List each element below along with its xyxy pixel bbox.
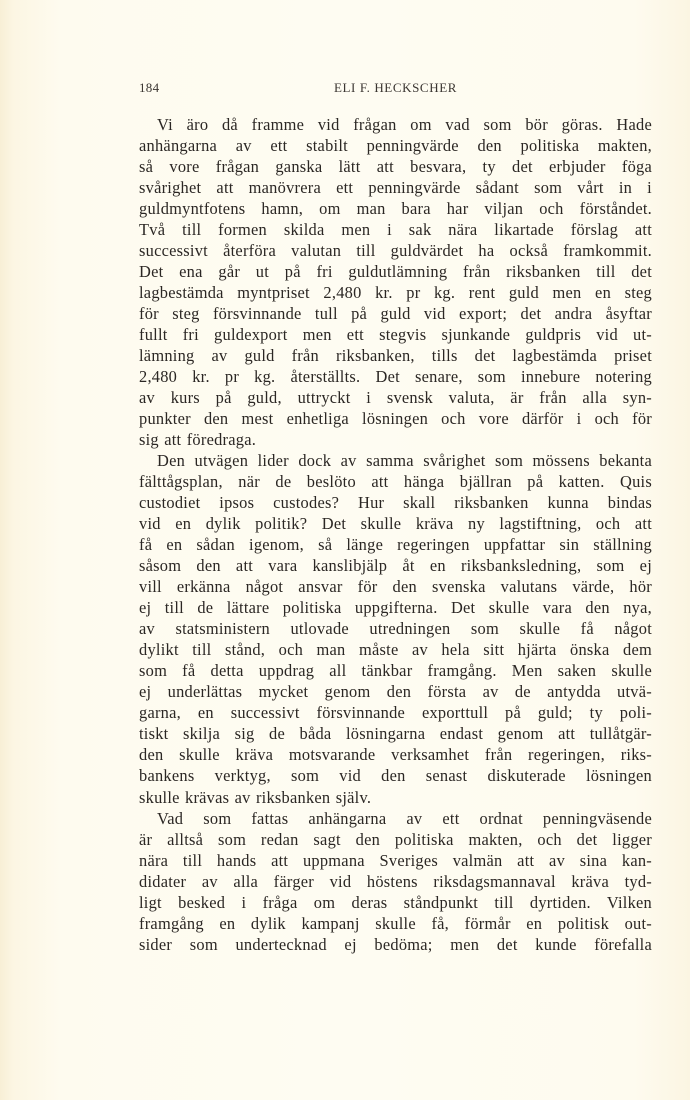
text-line: successivt återföra valutan till guldvärdet ha också framkommit. (139, 241, 652, 261)
text-line: ligt besked i fråga om deras ståndpunkt till dyrtiden. Vilken (139, 892, 652, 912)
text-line: ej till de lättare politiska uppgifterna. Det skulle vara den nya, (139, 598, 652, 618)
text-line: få en sådan igenom, så länge regeringen uppfattar sin ställning (139, 535, 652, 555)
text-line: såsom den att vara kanslibjälp åt en riksbanksledning, som ej (139, 556, 652, 576)
text-line: är alltså som redan sagt den politiska makten, och det ligger (139, 829, 652, 849)
text-line: garna, en successivt försvinnande exporttull på guld; ty poli- (139, 703, 652, 723)
paragraph-3 (139, 808, 652, 955)
text-line: för steg försvinnande tull på guld vid export; det andra åsyftar (139, 304, 652, 324)
text-line: lagbestämda myntpriset 2,480 kr. pr kg. rent guld men en steg (139, 283, 652, 303)
text-line: av kurs på guld, uttryckt i svensk valuta, är från alla syn- (139, 388, 652, 408)
text-line: Vi äro då framme vid frågan om vad som bör göras. Hade (157, 115, 652, 134)
text-line: skulle krävas av riksbanken själv. (139, 787, 372, 807)
text-line: ej underlättas mycket genom den första av de antydda utvä- (139, 682, 652, 702)
text-line: så vore frågan ganska lätt att besvara, ty det erbjuder föga (139, 157, 652, 177)
page-number: 184 (139, 80, 160, 95)
text-line: fälttågsplan, när de beslöto att hänga bjällran på katten. Quis (139, 472, 652, 492)
text-line: svårighet att manövrera ett penningvärde sådant som vårt in i (139, 178, 652, 198)
text-line: som få detta uppdrag all tänkbar framgång. Men saken skulle (139, 661, 652, 681)
text-line: vid en dylik politik? Det skulle kräva ny lagstiftning, och att (139, 514, 652, 534)
running-title: ELI F. HECKSCHER (333, 80, 458, 95)
text-line: nära till hands att uppmana Sveriges valmän att av sina kan- (139, 850, 652, 870)
text-line: 2,480 kr. pr kg. återställts. Det senare, som innebure notering (139, 367, 652, 387)
text-line: Den utvägen lider dock av samma svårighet som mössens bekanta (157, 451, 652, 471)
text-line: dylikt till stånd, och man måste av hela sitt hjärta önska dem (139, 640, 652, 660)
text-line: framgång en dylik kampanj skulle få, förmår en politisk out- (139, 913, 652, 933)
text-line: av statsministern utlovade utredningen som skulle få något (139, 619, 652, 639)
text-line: sig att föredraga. (139, 430, 257, 450)
text-line: tiskt skilja sig de båda lösningarna endast genom att tullåtgär- (139, 724, 652, 744)
text-line: lämning av guld från riksbanken, tills det lagbestämda priset (139, 346, 652, 366)
text-line: anhängarna av ett stabilt penningvärde den politiska makten, (139, 136, 652, 156)
text-line: custodiet ipsos custodes? Hur skall riksbanken kunna bindas (139, 493, 652, 513)
paragraph-1 (139, 114, 652, 450)
text-line: guldmyntfotens hamn, om man bara har viljan och förståndet. (139, 199, 652, 219)
text-line: bankens verktyg, som vid den senast diskuterade lösningen (139, 766, 652, 786)
text-line: punkter den mest enhetliga lösningen och vore därför i och för (139, 409, 652, 429)
body-text (139, 114, 652, 955)
paragraph-2 (139, 450, 652, 807)
text-line: Två till formen skilda men i sak nära likartade förslag att (139, 220, 652, 240)
text-line: den skulle kräva motsvarande verksamhet från regeringen, riks- (139, 745, 652, 765)
running-head (139, 80, 652, 100)
text-line: fullt fri guldexport men ett stegvis sjunkande guldpris vid ut- (139, 325, 652, 345)
text-line: Det ena går ut på fri guldutlämning från riksbanken till det (139, 262, 652, 282)
text-line: Vad som fattas anhängarna av ett ordnat penningväsende (157, 808, 652, 828)
text-line: sider som undertecknad ej bedöma; men det kunde förefalla (139, 934, 652, 954)
text-line: didater av alla färger vid höstens riksdagsmannaval kräva tyd- (139, 871, 652, 891)
text-line: vill erkänna något ansvar för den svenska valutans värde, hör (139, 577, 652, 597)
